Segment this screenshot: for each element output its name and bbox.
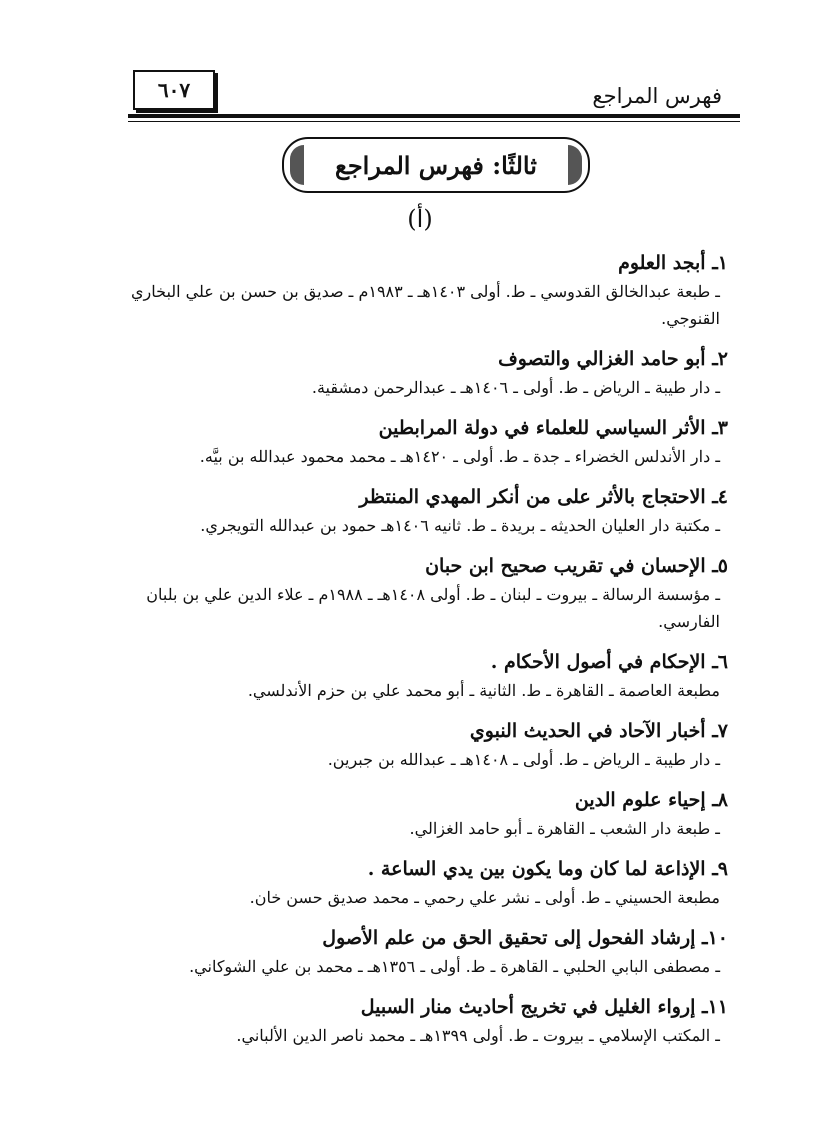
- entry-title: ٢ـ أبو حامد الغزالي والتصوف: [498, 348, 728, 370]
- reference-entry-4: [128, 482, 728, 539]
- reference-entry-11: [128, 992, 728, 1049]
- reference-entry-2: [128, 344, 728, 401]
- entry-details: ـ طبعة عبدالخالق القدوسي ـ ط. أولى ١٤٠٣هـ ـ ١٩٨٣م ـ صديق بن حسن بن علي البخاري القنوجي.: [130, 282, 720, 328]
- entry-title: ٤ـ الاحتجاج بالأثر على من أنكر المهدي المنتظر: [359, 486, 728, 508]
- entry-title: ١٠ـ إرشاد الفحول إلى تحقيق الحق من علم الأصول: [322, 927, 728, 949]
- entry-title: ١١ـ إرواء الغليل في تخريج أحاديث منار السبيل: [360, 996, 728, 1018]
- entry-details: ـ طبعة دار الشعب ـ القاهرة ـ أبو حامد الغزالي.: [409, 819, 720, 838]
- entry-title: ١ـ أبجد العلوم: [618, 252, 728, 274]
- entry-details: ـ مصطفى البابي الحلبي ـ القاهرة ـ ط. أولى ـ ١٣٥٦هـ ـ محمد بن علي الشوكاني.: [189, 957, 720, 976]
- entry-title: ٩ـ الإذاعة لما كان وما يكون بين يدي الساعة .: [367, 858, 728, 880]
- reference-list: [128, 248, 728, 1061]
- entry-details: مطبعة الحسيني ـ ط. أولى ـ نشر علي رحمي ـ محمد صديق حسن خان.: [249, 888, 720, 907]
- page-number: ٦٠٧: [133, 70, 215, 110]
- letter-heading: (أ): [407, 205, 433, 233]
- reference-entry-3: [128, 413, 728, 470]
- section-title-frame: [282, 137, 590, 193]
- section-title: ثالثًا: فهرس المراجع: [335, 150, 537, 180]
- header-rule-thin: [128, 121, 740, 122]
- entry-details: ـ دار طيبة ـ الرياض ـ ط. أولى ـ ١٤٠٨هـ ـ عبدالله بن جبرين.: [327, 750, 720, 769]
- entry-details: ـ مؤسسة الرسالة ـ بيروت ـ لبنان ـ ط. أولى ١٤٠٨هـ ـ ١٩٨٨م ـ علاء الدين علي بن بلبان الفارسي.: [146, 585, 720, 631]
- reference-entry-6: [128, 647, 728, 704]
- entry-title: ٥ـ الإحسان في تقريب صحيح ابن حبان: [425, 555, 728, 577]
- entry-details: مطبعة العاصمة ـ القاهرة ـ ط. الثانية ـ أبو محمد علي بن حزم الأندلسي.: [247, 681, 720, 700]
- entry-title: ٦ـ الإحكام في أصول الأحكام .: [490, 651, 728, 673]
- entry-details: ـ مكتبة دار العليان الحديثه ـ بريدة ـ ط. ثانيه ١٤٠٦هـ حمود بن عبدالله التويجري.: [200, 516, 720, 535]
- header-rule-thick: [128, 114, 740, 118]
- reference-entry-10: [128, 923, 728, 980]
- entry-title: ٨ـ إحياء علوم الدين: [574, 789, 728, 811]
- reference-entry-5: [128, 551, 728, 635]
- reference-entry-7: [128, 716, 728, 773]
- reference-entry-9: [128, 854, 728, 911]
- entry-details: ـ دار طيبة ـ الرياض ـ ط. أولى ـ ١٤٠٦هـ ـ عبدالرحمن دمشقية.: [311, 378, 720, 397]
- entry-details: ـ المكتب الإسلامي ـ بيروت ـ ط. أولى ١٣٩٩هـ ـ محمد ناصر الدين الألباني.: [236, 1026, 720, 1045]
- entry-title: ٣ـ الأثر السياسي للعلماء في دولة المرابطين: [378, 417, 728, 439]
- running-title: فهرس المراجع: [592, 84, 722, 108]
- entry-details: ـ دار الأندلس الخضراء ـ جدة ـ ط. أولى ـ ١٤٢٠هـ ـ محمد محمود عبدالله بن بيَّه.: [199, 447, 720, 466]
- reference-entry-8: [128, 785, 728, 842]
- reference-entry-1: [128, 248, 728, 332]
- entry-title: ٧ـ أخبار الآحاد في الحديث النبوي: [469, 720, 728, 742]
